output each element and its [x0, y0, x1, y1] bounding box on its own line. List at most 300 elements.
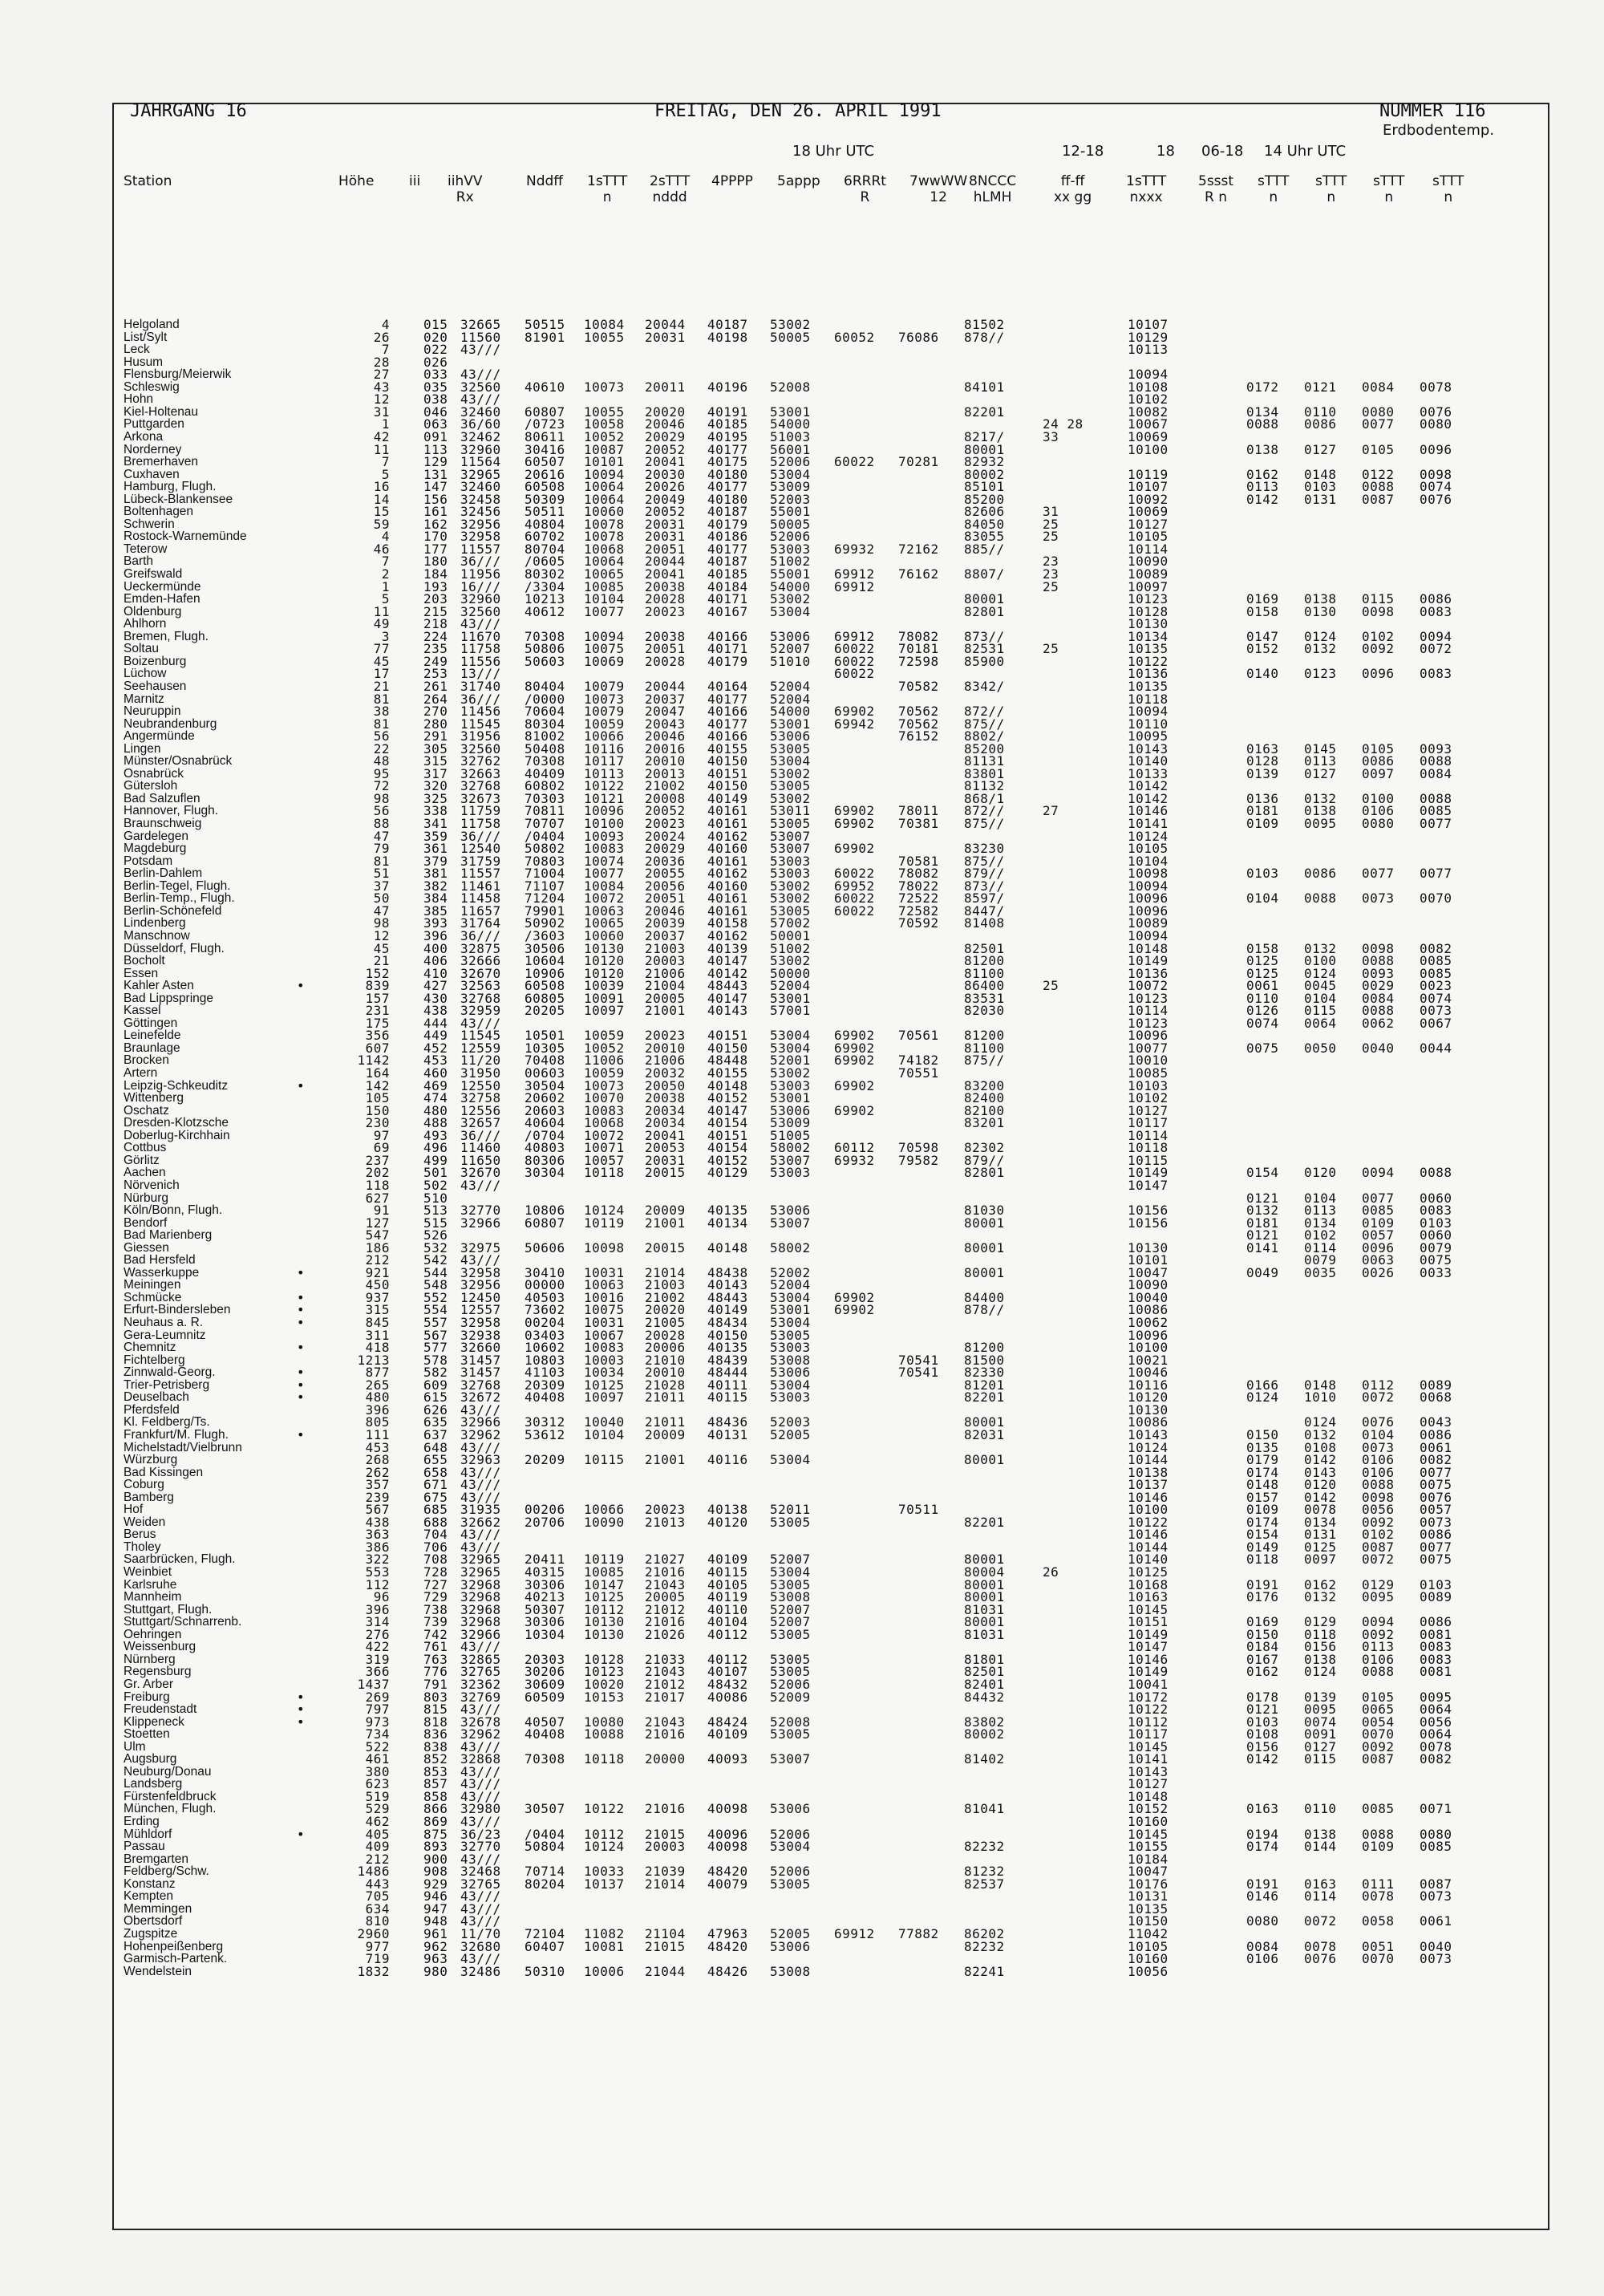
cell-7: 20050	[645, 1077, 686, 1093]
table-row	[114, 1127, 1548, 1143]
cell-19: 0073	[1420, 1514, 1452, 1530]
cell-14: 10168	[1128, 1576, 1169, 1592]
cell-5: 40408	[525, 1389, 565, 1406]
cell-12: 85200	[964, 491, 1005, 507]
table-row	[114, 1342, 1548, 1354]
cell-8: 40112	[707, 1651, 748, 1667]
cell-8: 40152	[707, 1152, 748, 1168]
station-height: 311	[365, 1327, 390, 1343]
cell-6: 10112	[584, 1601, 625, 1617]
station-height: 79	[373, 841, 390, 857]
cell-6: 10104	[584, 1426, 625, 1442]
cell-7: 20011	[645, 379, 686, 395]
cell-16: 0061	[1246, 978, 1279, 994]
cell-12: 82232	[964, 1938, 1005, 1954]
cell-9: 52011	[770, 1502, 811, 1518]
cell-18: 0072	[1362, 1552, 1395, 1568]
station-name: Berlin-Dahlem	[124, 866, 203, 881]
cell-7: 20024	[645, 828, 686, 844]
station-height: 937	[365, 1289, 390, 1305]
cell-4: 32560	[460, 603, 501, 619]
cell-6: 10100	[584, 816, 625, 831]
station-name: Görlitz	[124, 1153, 160, 1167]
cell-6: 10128	[584, 1651, 625, 1667]
cell-18: 0077	[1362, 1190, 1395, 1206]
cell-9: 57001	[770, 1003, 811, 1019]
station-height: 77	[373, 641, 390, 657]
cell-3: 980	[423, 1963, 448, 1979]
cell-7: 20028	[645, 653, 686, 669]
station-name: Nürnberg	[124, 1652, 176, 1666]
cell-3: 742	[423, 1626, 448, 1642]
cell-19: 0083	[1420, 1203, 1452, 1219]
cell-14: 10086	[1128, 1414, 1169, 1430]
cell-4: 32958	[460, 529, 501, 545]
station-height: 363	[365, 1527, 390, 1543]
cell-8: 40109	[707, 1552, 748, 1568]
cell-6: 10104	[584, 591, 625, 607]
cell-8: 40161	[707, 853, 748, 869]
cell-3: 280	[423, 716, 448, 732]
col-1sttt-x: 1sTTT nxxx	[1126, 173, 1167, 205]
cell-16: 0125	[1246, 965, 1279, 981]
table-row	[114, 1277, 1548, 1293]
station-name: Augsburg	[124, 1752, 177, 1767]
cell-12: 85900	[964, 653, 1005, 669]
cell-18: 0078	[1362, 1888, 1395, 1905]
station-height: 366	[365, 1664, 390, 1680]
cell-5: 20309	[525, 1377, 565, 1393]
cell-6: 10130	[584, 940, 625, 956]
station-height: 118	[365, 1177, 390, 1193]
cell-9: 53006	[770, 1365, 811, 1381]
cell-3: 091	[423, 428, 448, 444]
cell-18: 0057	[1362, 1227, 1395, 1243]
cell-5: 40409	[525, 765, 565, 781]
cell-4: 13///	[460, 666, 501, 682]
cell-8: 40107	[707, 1664, 748, 1680]
station-name: Freiburg	[124, 1690, 170, 1704]
station-name: Bocholt	[124, 954, 165, 968]
cell-9: 53004	[770, 753, 811, 769]
cell-14: 10122	[1128, 653, 1169, 669]
cell-14: 10107	[1128, 479, 1169, 495]
cell-9: 53006	[770, 1801, 811, 1817]
cell-14: 10041	[1128, 1676, 1169, 1692]
cell-8: 48443	[707, 978, 748, 994]
cell-9: 51003	[770, 428, 811, 444]
station-name: Bremerhaven	[124, 455, 199, 469]
cell-5: 80304	[525, 716, 565, 732]
cell-19: 0060	[1420, 1190, 1452, 1206]
cell-4: 32560	[460, 740, 501, 757]
table-row	[114, 1040, 1548, 1056]
station-name: Angermünde	[124, 729, 195, 744]
cell-14: 10136	[1128, 666, 1169, 682]
cell-4: 36/23	[460, 1826, 501, 1842]
cell-18: 0084	[1362, 990, 1395, 1006]
station-height: 81	[373, 691, 390, 707]
cell-14: 10062	[1128, 1315, 1169, 1330]
issue-number: NUMMER 116	[1379, 101, 1486, 121]
cell-12: 80001	[964, 1239, 1005, 1255]
cell-5: 20209	[525, 1452, 565, 1468]
cell-3: 177	[423, 541, 448, 557]
cell-10: 60022	[834, 653, 875, 669]
cell-12: 878//	[964, 329, 1005, 345]
cell-17: 0097	[1304, 1552, 1337, 1568]
cell-16: 0118	[1246, 1552, 1279, 1568]
cell-6: 10065	[584, 566, 625, 582]
cell-3: 791	[423, 1676, 448, 1692]
cell-12: 85200	[964, 740, 1005, 757]
station-height: 150	[365, 1102, 390, 1118]
cell-8: 40198	[707, 329, 748, 345]
cell-3: 542	[423, 1252, 448, 1268]
table-row	[114, 765, 1548, 781]
station-name: Karlsruhe	[124, 1577, 177, 1592]
cell-3: 857	[423, 1776, 448, 1792]
cell-16: 0075	[1246, 1040, 1279, 1056]
station-name: Schwerin	[124, 517, 175, 531]
station-name: Bremgarten	[124, 1852, 188, 1866]
cell-16: 0139	[1246, 765, 1279, 781]
cell-3: 215	[423, 603, 448, 619]
cell-8: 40151	[707, 1028, 748, 1044]
station-name: Erding	[124, 1815, 160, 1828]
cell-10: 69902	[834, 841, 875, 857]
station-name: Puttgarden	[124, 417, 184, 432]
cell-14: 10123	[1128, 591, 1169, 607]
cell-19: 0083	[1420, 603, 1452, 619]
cell-19: 0074	[1420, 479, 1452, 495]
cell-14: 10094	[1128, 704, 1169, 720]
station-height: 1486	[357, 1864, 390, 1880]
cell-3: 499	[423, 1152, 448, 1168]
cell-14: 10094	[1128, 927, 1169, 943]
cell-19: 0077	[1420, 1464, 1452, 1480]
cell-16: 0104	[1246, 890, 1279, 907]
cell-4: 32958	[460, 1264, 501, 1280]
cell-3: 184	[423, 566, 448, 582]
cell-11: 70281	[898, 454, 939, 470]
col-ff: ff-ff xx gg	[1054, 173, 1092, 205]
cell-3: 264	[423, 691, 448, 707]
col-2sttt: 2sTTT nddd	[650, 173, 691, 205]
station-height: 48	[373, 753, 390, 769]
cell-3: 776	[423, 1664, 448, 1680]
cell-16: 0121	[1246, 1227, 1279, 1243]
cell-5: 10501	[525, 1028, 565, 1044]
cell-16: 0084	[1246, 1938, 1279, 1954]
cell-4: 32660	[460, 1340, 501, 1356]
cell-9: 53005	[770, 1664, 811, 1680]
station-height: 422	[365, 1639, 390, 1655]
station-name: Barth	[124, 554, 154, 569]
cell-7: 20029	[645, 841, 686, 857]
cell-14: 10072	[1128, 978, 1169, 994]
cell-4: 32875	[460, 940, 501, 956]
cell-7: 20039	[645, 915, 686, 931]
cell-14: 10143	[1128, 740, 1169, 757]
cell-4: 32765	[460, 1664, 501, 1680]
cell-4: 32468	[460, 1864, 501, 1880]
station-height: 164	[365, 1065, 390, 1081]
cell-6: 10119	[584, 1552, 625, 1568]
cell-5: 20303	[525, 1651, 565, 1667]
cell-9: 51002	[770, 940, 811, 956]
station-name: Husum	[124, 355, 164, 369]
cell-12: 80001	[964, 1264, 1005, 1280]
cell-5: 81901	[525, 329, 565, 345]
cell-17: 0142	[1304, 1489, 1337, 1505]
cell-5: 20602	[525, 1090, 565, 1106]
cell-9: 53006	[770, 628, 811, 644]
cell-4: 32868	[460, 1751, 501, 1767]
cell-19: 0073	[1420, 1003, 1452, 1019]
cell-18: 0058	[1362, 1913, 1395, 1929]
mountain-station-marker: •	[297, 1302, 305, 1318]
time-label: 18 Uhr UTC	[792, 143, 875, 160]
cell-5: 60509	[525, 1689, 565, 1705]
mountain-station-marker: •	[297, 1315, 305, 1330]
station-name: Nürburg	[124, 1191, 168, 1205]
cell-7: 20003	[645, 1839, 686, 1855]
cell-14: 10156	[1128, 1203, 1169, 1219]
cell-9: 54000	[770, 416, 811, 432]
cell-8: 40187	[707, 554, 748, 570]
cell-19: 0082	[1420, 1751, 1452, 1767]
cell-3: 961	[423, 1925, 448, 1941]
cell-14: 10148	[1128, 940, 1169, 956]
station-name: Michelstadt/Vielbrunn	[124, 1440, 242, 1454]
cell-19: 0070	[1420, 890, 1452, 907]
cell-17: 0148	[1304, 1377, 1337, 1393]
station-height: 56	[373, 803, 390, 819]
cell-12: 83230	[964, 841, 1005, 857]
station-height: 461	[365, 1751, 390, 1767]
cell-9: 56001	[770, 441, 811, 457]
cell-7: 20044	[645, 317, 686, 332]
mountain-station-marker: •	[297, 1264, 305, 1280]
cell-4: 32460	[460, 404, 501, 420]
cell-14: 10115	[1128, 1152, 1169, 1168]
cell-3: 501	[423, 1165, 448, 1181]
cell-4: 31457	[460, 1365, 501, 1381]
cell-8: 48426	[707, 1963, 748, 1979]
station-name: München, Flugh.	[124, 1802, 217, 1816]
station-name: Norderney	[124, 442, 182, 456]
cell-8: 40185	[707, 566, 748, 582]
station-height: 56	[373, 728, 390, 744]
cell-18: 0106	[1362, 1464, 1395, 1480]
cell-5: 80404	[525, 678, 565, 694]
mountain-station-marker: •	[297, 1714, 305, 1730]
cell-7: 20030	[645, 466, 686, 482]
cell-6: 10079	[584, 678, 625, 694]
cell-16: 0163	[1246, 1801, 1279, 1817]
cell-8: 40116	[707, 1452, 748, 1468]
cell-6: 11006	[584, 1053, 625, 1069]
table-row	[114, 1167, 1548, 1179]
cell-3: 270	[423, 704, 448, 720]
cell-10: 69902	[834, 704, 875, 720]
cell-17: 0124	[1304, 1414, 1337, 1430]
station-name: Braunschweig	[124, 817, 202, 830]
cell-12: 84432	[964, 1689, 1005, 1705]
cell-5: 00603	[525, 1065, 565, 1081]
cell-7: 20052	[645, 803, 686, 819]
cell-6: 10057	[584, 1152, 625, 1168]
station-height: 262	[365, 1464, 390, 1480]
cell-5: /0704	[525, 1127, 565, 1143]
cell-5: 20616	[525, 466, 565, 482]
cell-3: 908	[423, 1864, 448, 1880]
cell-3: 046	[423, 404, 448, 420]
cell-8: 40161	[707, 890, 748, 907]
cell-14: 10120	[1128, 1389, 1169, 1406]
weather-report-page	[112, 103, 1549, 2230]
cell-19: 0075	[1420, 1477, 1452, 1493]
cell-14: 10069	[1128, 504, 1169, 520]
cell-6: 10080	[584, 1714, 625, 1730]
table-row	[114, 716, 1548, 732]
cell-14: 10127	[1128, 516, 1169, 532]
station-height: 31	[373, 404, 390, 420]
station-name: Bendorf	[124, 1215, 168, 1230]
cell-7: 21016	[645, 1726, 686, 1742]
cell-5: 50408	[525, 740, 565, 757]
cell-14: 10095	[1128, 728, 1169, 744]
cell-17: 0138	[1304, 1826, 1337, 1842]
cell-4: 11545	[460, 1028, 501, 1044]
cell-4: 32672	[460, 1389, 501, 1406]
cell-6: 10090	[584, 1514, 625, 1530]
cell-6: 10031	[584, 1264, 625, 1280]
cell-14: 10127	[1128, 1102, 1169, 1118]
col-8nccc: 8NCCC hLMH	[969, 173, 1017, 205]
cell-16: 0147	[1246, 628, 1279, 644]
cell-5: 03403	[525, 1327, 565, 1343]
station-name: Erfurt-Bindersleben	[124, 1303, 231, 1317]
cell-18: 0094	[1362, 1165, 1395, 1181]
station-height: 59	[373, 516, 390, 532]
cell-5: 40804	[525, 516, 565, 532]
cell-7: 20020	[645, 404, 686, 420]
cell-5: 50511	[525, 504, 565, 520]
cell-19: 0086	[1420, 591, 1452, 607]
station-name: Leck	[124, 343, 150, 357]
station-height: 88	[373, 816, 390, 831]
cell-19: 0057	[1420, 1502, 1452, 1518]
station-name: Artern	[124, 1066, 158, 1080]
station-height: 47	[373, 903, 390, 919]
station-height: 845	[365, 1315, 390, 1330]
cell-18: 0092	[1362, 1626, 1395, 1642]
cell-4: 11557	[460, 541, 501, 557]
cell-6: 10068	[584, 1115, 625, 1131]
cell-13: 25	[1043, 516, 1059, 532]
cell-3: 193	[423, 578, 448, 594]
cell-7: 20009	[645, 1426, 686, 1442]
cell-17: 0100	[1304, 953, 1337, 969]
cell-4: 32965	[460, 466, 501, 482]
cell-5: 40612	[525, 603, 565, 619]
cell-18: 0097	[1362, 765, 1395, 781]
cell-14: 10128	[1128, 603, 1169, 619]
station-height: 112	[365, 1576, 390, 1592]
cell-4: 11458	[460, 890, 501, 907]
cell-14: 10140	[1128, 1552, 1169, 1568]
cell-17: 0127	[1304, 765, 1337, 781]
cell-17: 0131	[1304, 491, 1337, 507]
cell-4: 43///	[460, 1477, 501, 1493]
cell-17: 0124	[1304, 1664, 1337, 1680]
cell-16: 0103	[1246, 1714, 1279, 1730]
cell-5: 30306	[525, 1576, 565, 1592]
cell-16: 0178	[1246, 1689, 1279, 1705]
station-name: Marnitz	[124, 692, 164, 706]
station-height: 705	[365, 1888, 390, 1905]
station-name: Nörvenich	[124, 1178, 180, 1192]
cell-4: 12556	[460, 1102, 501, 1118]
cell-3: 818	[423, 1714, 448, 1730]
cell-4: 32670	[460, 965, 501, 981]
cell-6: 10098	[584, 1239, 625, 1255]
cell-19: 0064	[1420, 1702, 1452, 1718]
cell-10: 69902	[834, 1102, 875, 1118]
cell-8: 40119	[707, 1589, 748, 1605]
cell-17: 0134	[1304, 1215, 1337, 1231]
cell-14: 10094	[1128, 367, 1169, 383]
cell-11: 70582	[898, 678, 939, 694]
table-row	[114, 1751, 1548, 1767]
cell-3: 729	[423, 1589, 448, 1605]
station-height: 91	[373, 1203, 390, 1219]
cell-17: 0035	[1304, 1264, 1337, 1280]
mountain-station-marker: •	[297, 1077, 305, 1093]
cell-3: 815	[423, 1702, 448, 1718]
cell-17: 0132	[1304, 1426, 1337, 1442]
cell-14: 10131	[1128, 1888, 1169, 1905]
station-name: Kempten	[124, 1889, 174, 1904]
cell-13: 25	[1043, 578, 1059, 594]
cell-9: 53003	[770, 1165, 811, 1181]
table-row	[114, 915, 1548, 931]
cell-8: 40166	[707, 628, 748, 644]
cell-14: 10172	[1128, 1689, 1169, 1705]
cell-9: 53005	[770, 1327, 811, 1343]
station-height: 805	[365, 1414, 390, 1430]
cell-4: 32865	[460, 1651, 501, 1667]
cell-17: 0102	[1304, 1227, 1337, 1243]
station-name: Berlin-Temp., Flugh.	[124, 891, 235, 906]
station-height: 98	[373, 915, 390, 931]
cell-14: 10100	[1128, 441, 1169, 457]
cell-4: 43///	[460, 342, 501, 358]
cell-9: 53003	[770, 866, 811, 882]
station-name: Freudenstadt	[124, 1702, 197, 1717]
cell-9: 53007	[770, 841, 811, 857]
cell-8: 48436	[707, 1414, 748, 1430]
cell-11: 70541	[898, 1352, 939, 1368]
cell-19: 0088	[1420, 790, 1452, 806]
cell-12: 82201	[964, 1514, 1005, 1530]
cell-4: 32560	[460, 379, 501, 395]
cell-3: 706	[423, 1539, 448, 1555]
cell-6: 10055	[584, 329, 625, 345]
cell-3: 626	[423, 1402, 448, 1418]
